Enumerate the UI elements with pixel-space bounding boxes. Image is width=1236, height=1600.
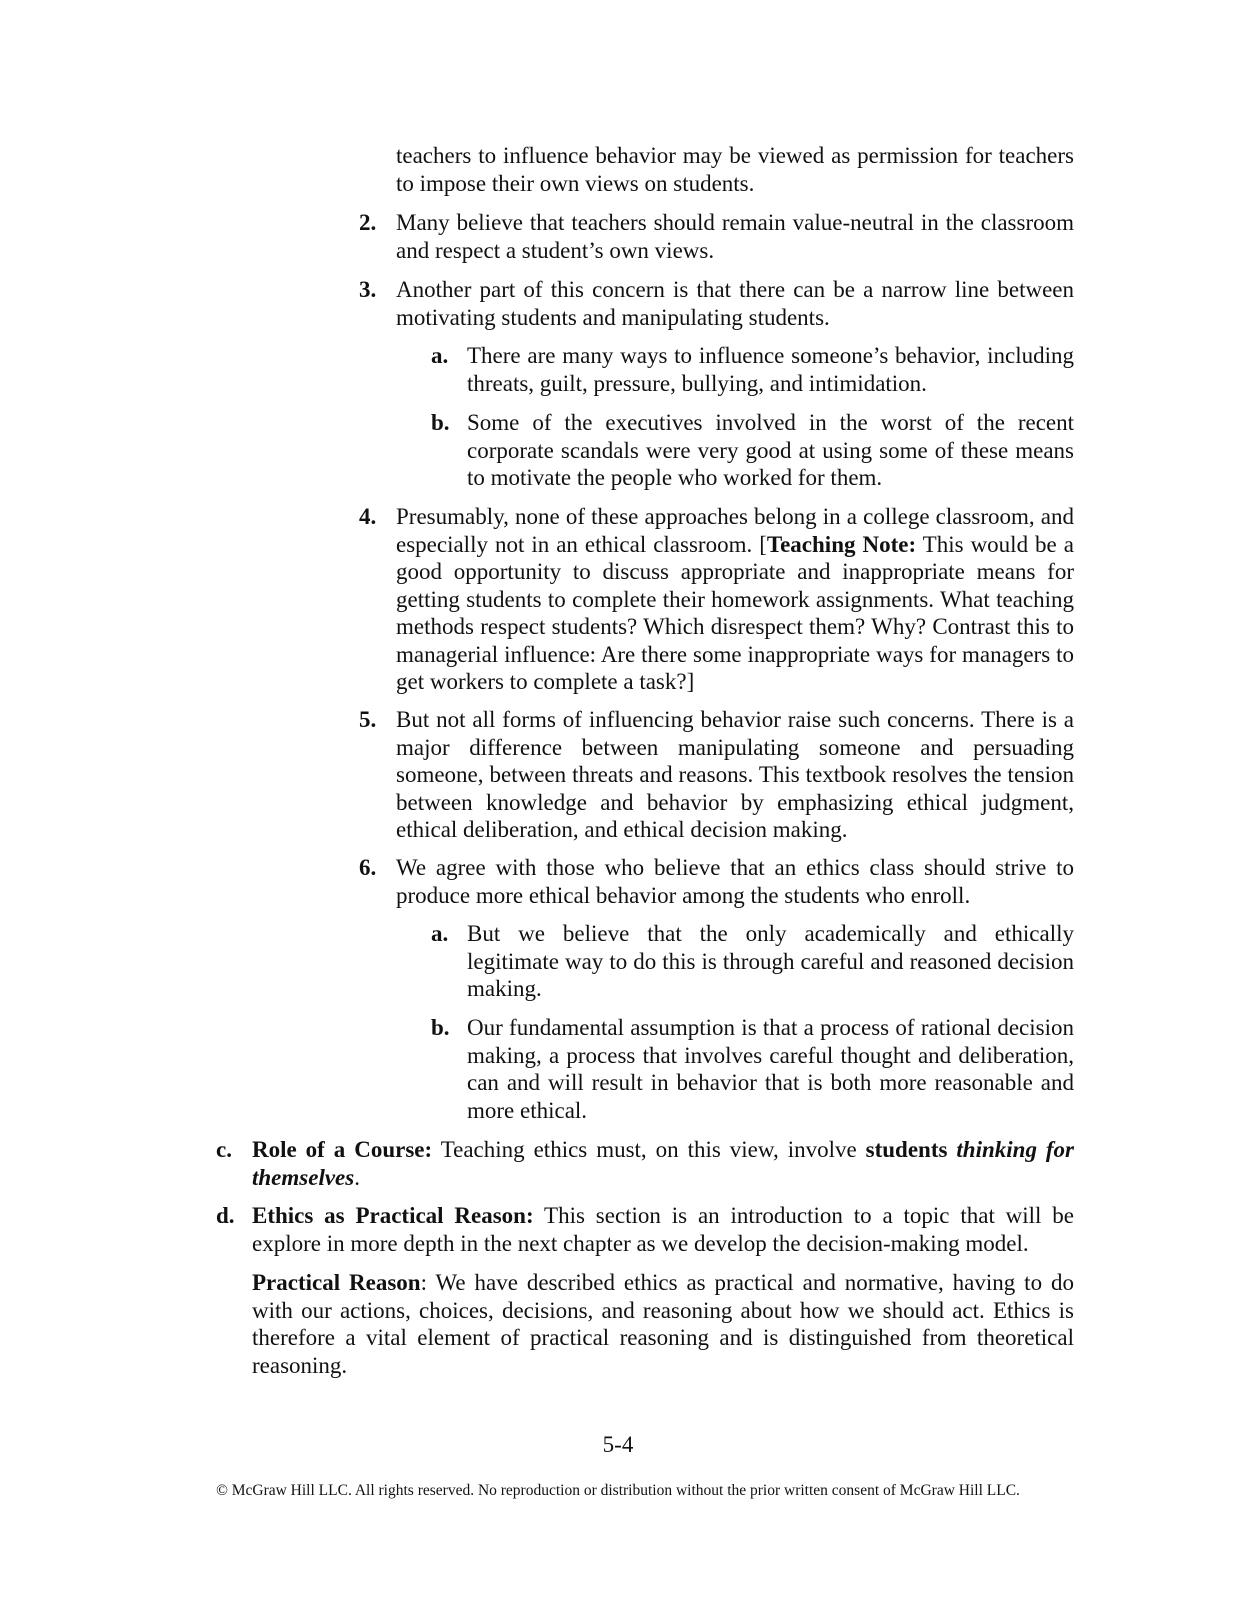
teaching-note-label: Teaching Note: [766,531,917,557]
list-marker: 2. [359,210,377,235]
practical-reason-paragraph: Practical Reason: We have described ethics as practical and normative, having to do with our actions, choices, decisions, and reasoning about how we should act. Ethics is therefore a vital element of practical reasoning and is distinguished from theoretical reasoning. [252,1270,1074,1378]
list-item-3: Another part of this concern is that there can be a narrow line between motivating students and manipulating students. [396,277,1074,330]
list-item-6: We agree with those who believe that an ethics class should strive to produce more ethical behavior among the students who enroll. [396,855,1074,908]
continuation-paragraph: teachers to influence behavior may be viewed as permission for teachers to impose their own views on students. [396,143,1074,196]
list-item-5: But not all forms of influencing behavior raise such concerns. There is a major difference between manipulating someone and persuading someone, between threats and reasons. This textbook resolves the tension between knowledge and behavior by emphasizing ethical judgment, ethical deliberation, and ethical decision making. [396,707,1074,842]
list-marker: 5. [359,707,377,732]
paragraph-heading: Practical Reason [252,1270,421,1295]
sublist-item-6a: But we believe that the only academically and ethically legitimate way to do this is through careful and reasoned decision making. [467,921,1074,1001]
list-marker: 3. [359,277,377,302]
sublist-marker: a. [431,343,449,368]
list-item-4: Presumably, none of these approaches belong in a college classroom, and especially not in an ethical classroom. [Teaching Note: This would be a good opportunity to discuss appropriate and inappropriate means for getting students to complete their homework assignments. What teaching methods respect students? Which disrespect them? Why? Contrast this to managerial influence: Are there some inappropriate ways for managers to get workers to complete a task?] [396,504,1074,694]
page-number: 5-4 [602,1432,634,1457]
section-heading: Ethics as Practical Reason: [252,1203,534,1228]
list-item-2: Many believe that teachers should remain value-neutral in the classroom and respect a student’s own views. [396,210,1074,263]
sublist-item-3a: There are many ways to influence someone’s behavior, including threats, guilt, pressure, bullying, and intimidation. [467,343,1074,396]
sublist-marker: a. [431,921,449,946]
list-marker: 6. [359,855,377,880]
section-marker: d. [216,1203,235,1228]
section-item-c: Role of a Course: Teaching ethics must, on this view, involve students thinking for themselves. [252,1137,1075,1190]
sublist-marker: b. [431,1015,450,1040]
section-heading: Role of a Course: [252,1137,433,1162]
sublist-item-6b: Our fundamental assumption is that a process of rational decision making, a process that involves careful thought and deliberation, can and will result in behavior that is both more reasonable and more ethical. [467,1015,1074,1123]
sublist-item-3b: Some of the executives involved in the worst of the recent corporate scandals were very good at using some of these means to motivate the people who worked for them. [467,410,1074,490]
section-marker: c. [216,1137,232,1162]
sublist-marker: b. [431,410,450,435]
copyright-footer: © McGraw Hill LLC. All rights reserved. No reproduction or distribution without the prior written consent of McGraw Hill LLC. [216,1482,1020,1499]
list-marker: 4. [359,504,377,529]
section-item-d: Ethics as Practical Reason: This section is an introduction to a topic that will be explore in more depth in the next chapter as we develop the decision-making model. [252,1203,1074,1256]
